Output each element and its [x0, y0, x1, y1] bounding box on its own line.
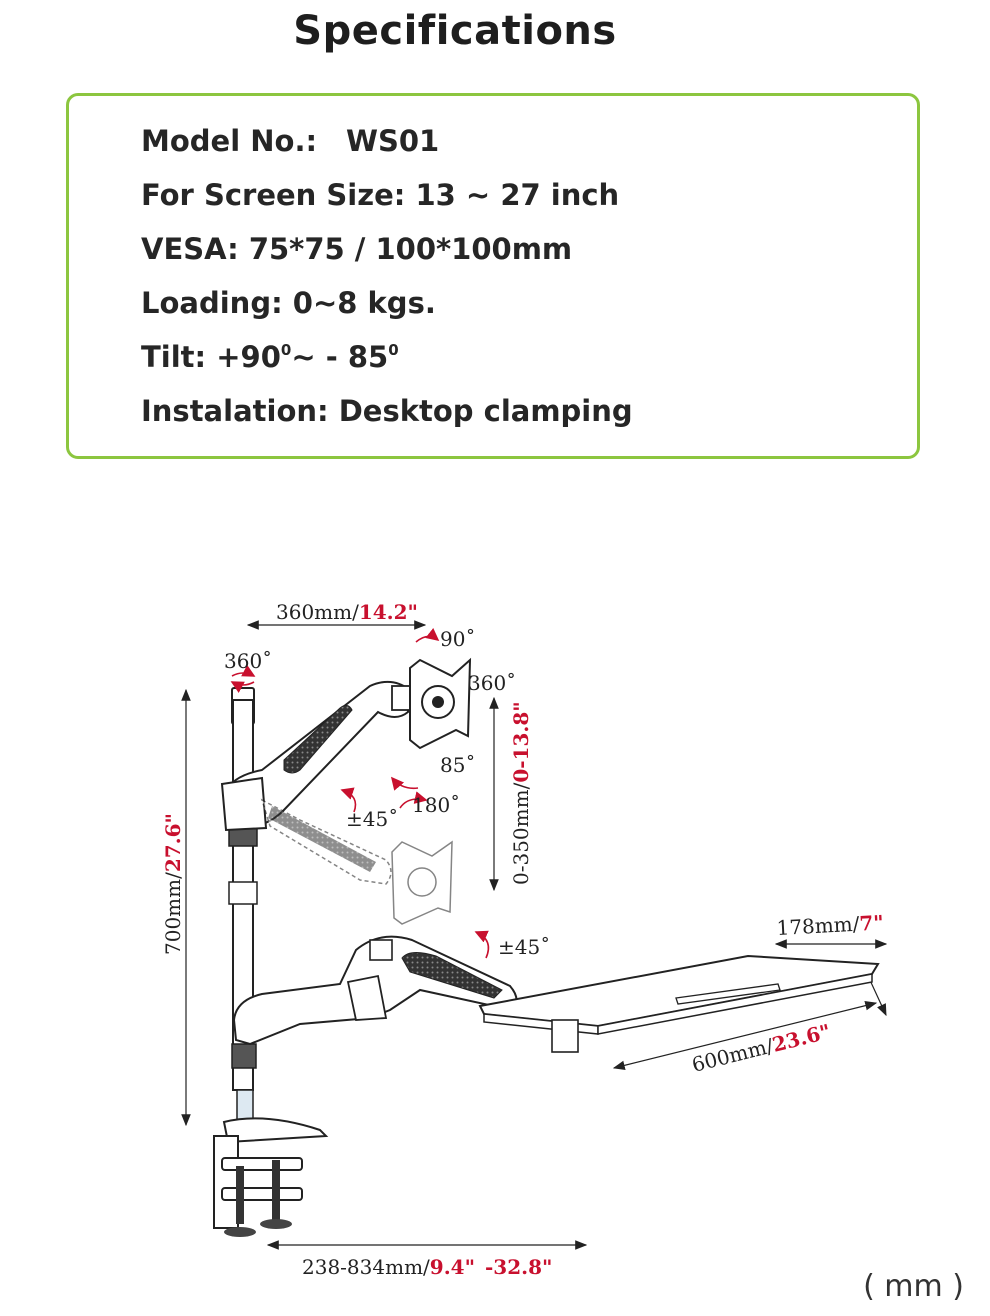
label-tray-depth: 178mm/7" [776, 910, 885, 940]
spec-tilt-prefix: Tilt: +90 [141, 340, 281, 374]
label-arm-length: 360mm/14.2" [276, 600, 418, 624]
spec-loading: Loading: 0~8 kgs. [141, 286, 436, 320]
spec-model [141, 124, 440, 158]
angle-pole-rotation: 360˚ [224, 649, 273, 673]
angle-arm-tilt: ±45˚ [346, 807, 399, 831]
angle-panel-rotation: 360˚ [468, 671, 517, 695]
angle-tilt-down: 85˚ [440, 753, 476, 777]
angle-tray-tilt: ±45˚ [498, 935, 551, 959]
spec-screen-size: For Screen Size: 13 ~ 27 inch [141, 178, 620, 212]
product-diagram [0, 560, 990, 1316]
label-lift-range: 0-350mm/0-13.8" [509, 701, 533, 885]
desk-clamp [214, 1118, 326, 1237]
spec-tilt [141, 340, 399, 374]
label-reach: 238-834mm/9.4" -32.8" [302, 1255, 553, 1279]
label-tray-width: 600mm/23.6" [689, 1019, 833, 1077]
spec-installation: Instalation: Desktop clamping [141, 394, 633, 428]
label-pole-height: 700mm/27.6" [161, 813, 185, 955]
spec-tilt-degree-1: 0 [280, 341, 292, 359]
specifications-box [66, 93, 920, 459]
vesa-plate-upper [410, 660, 470, 748]
page-title: Specifications [293, 8, 617, 54]
unit-note: ( mm ) [863, 1269, 964, 1304]
angle-tilt-up: 90˚ [440, 627, 476, 651]
spec-tilt-mid: ~ - 85 [291, 340, 389, 374]
spec-model-label: Model No.: [141, 124, 318, 158]
spec-vesa: VESA: 75*75 / 100*100mm [141, 232, 573, 266]
spec-tilt-degree-2: 0 [388, 341, 399, 359]
keyboard-arm [234, 937, 517, 1044]
angle-arm-swing: 180˚ [412, 793, 461, 817]
spec-model-value: WS01 [346, 124, 440, 158]
pole [229, 688, 257, 1120]
